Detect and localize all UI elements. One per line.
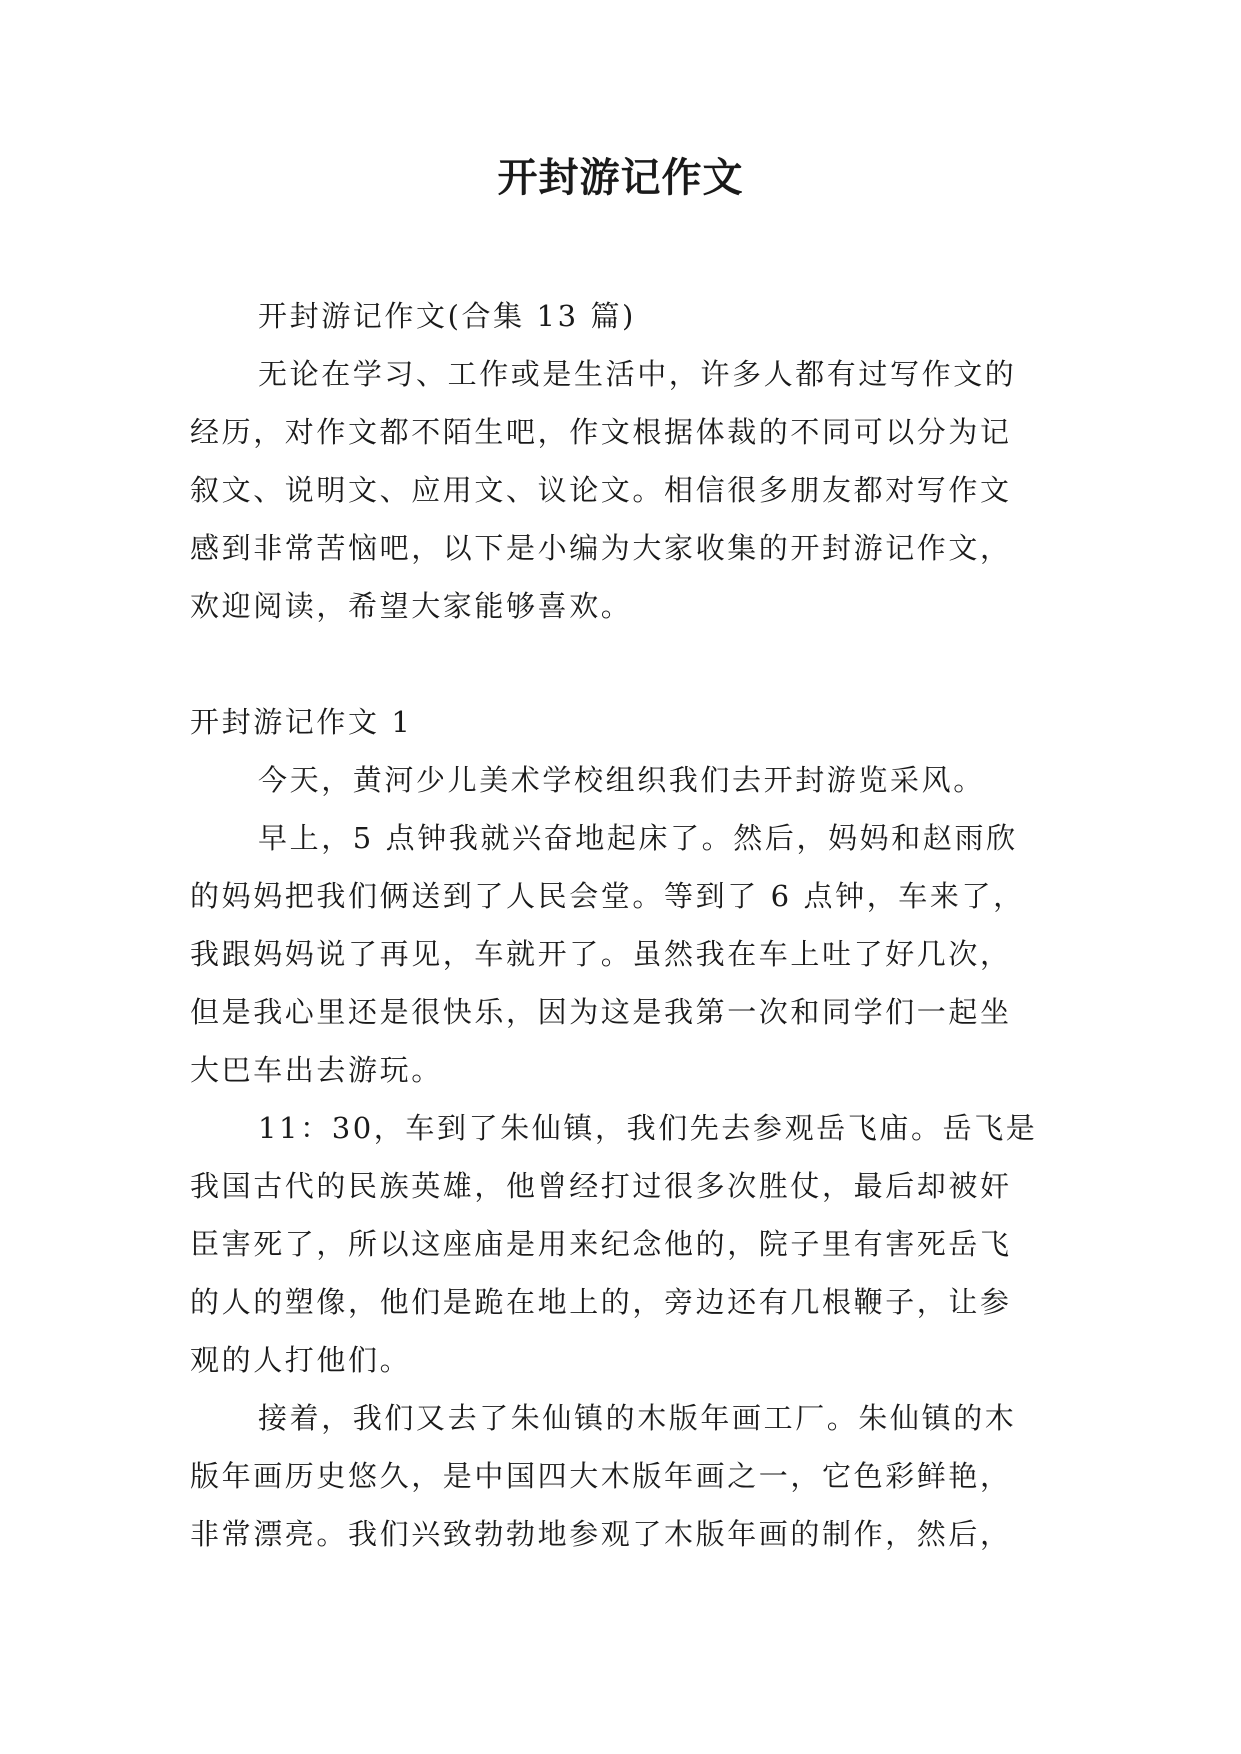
body-line: 但是我心里还是很快乐，因为这是我第一次和同学们一起坐 bbox=[190, 995, 1012, 1029]
body-line: 接着，我们又去了朱仙镇的木版年画工厂。朱仙镇的木 bbox=[258, 1401, 1017, 1435]
body-line: 无论在学习、工作或是生活中，许多人都有过写作文的 bbox=[258, 357, 1017, 391]
body-line: 臣害死了，所以这座庙是用来纪念他的，院子里有害死岳飞 bbox=[190, 1227, 1012, 1261]
body-line: 早上，5 点钟我就兴奋地起床了。然后，妈妈和赵雨欣 bbox=[258, 821, 1018, 855]
body-line: 我跟妈妈说了再见，车就开了。虽然我在车上吐了好几次， bbox=[190, 937, 1012, 971]
document-title: 开封游记作文 bbox=[497, 154, 744, 201]
body-line: 11：30，车到了朱仙镇，我们先去参观岳飞庙。岳飞是 bbox=[258, 1111, 1038, 1145]
body-line: 开封游记作文(合集 13 篇) bbox=[258, 299, 636, 333]
body-line: 非常漂亮。我们兴致勃勃地参观了木版年画的制作，然后， bbox=[190, 1517, 1012, 1551]
body-line: 的妈妈把我们俩送到了人民会堂。等到了 6 点钟，车来了， bbox=[190, 879, 1025, 913]
body-line: 感到非常苦恼吧，以下是小编为大家收集的开封游记作文， bbox=[190, 531, 1012, 565]
body-line: 欢迎阅读，希望大家能够喜欢。 bbox=[190, 589, 633, 623]
body-line: 的人的塑像，他们是跪在地上的，旁边还有几根鞭子，让参 bbox=[190, 1285, 1012, 1319]
body-line: 叙文、说明文、应用文、议论文。相信很多朋友都对写作文 bbox=[190, 473, 1012, 507]
body-line: 版年画历史悠久，是中国四大木版年画之一，它色彩鲜艳， bbox=[190, 1459, 1012, 1493]
body-line: 我国古代的民族英雄，他曾经打过很多次胜仗，最后却被奸 bbox=[190, 1169, 1012, 1203]
body-line: 大巴车出去游玩。 bbox=[190, 1053, 443, 1087]
body-line: 开封游记作文 1 bbox=[190, 705, 413, 739]
body-line: 经历，对作文都不陌生吧，作文根据体裁的不同可以分为记 bbox=[190, 415, 1012, 449]
body-line: 观的人打他们。 bbox=[190, 1343, 412, 1377]
body-line: 今天，黄河少儿美术学校组织我们去开封游览采风。 bbox=[258, 763, 985, 797]
